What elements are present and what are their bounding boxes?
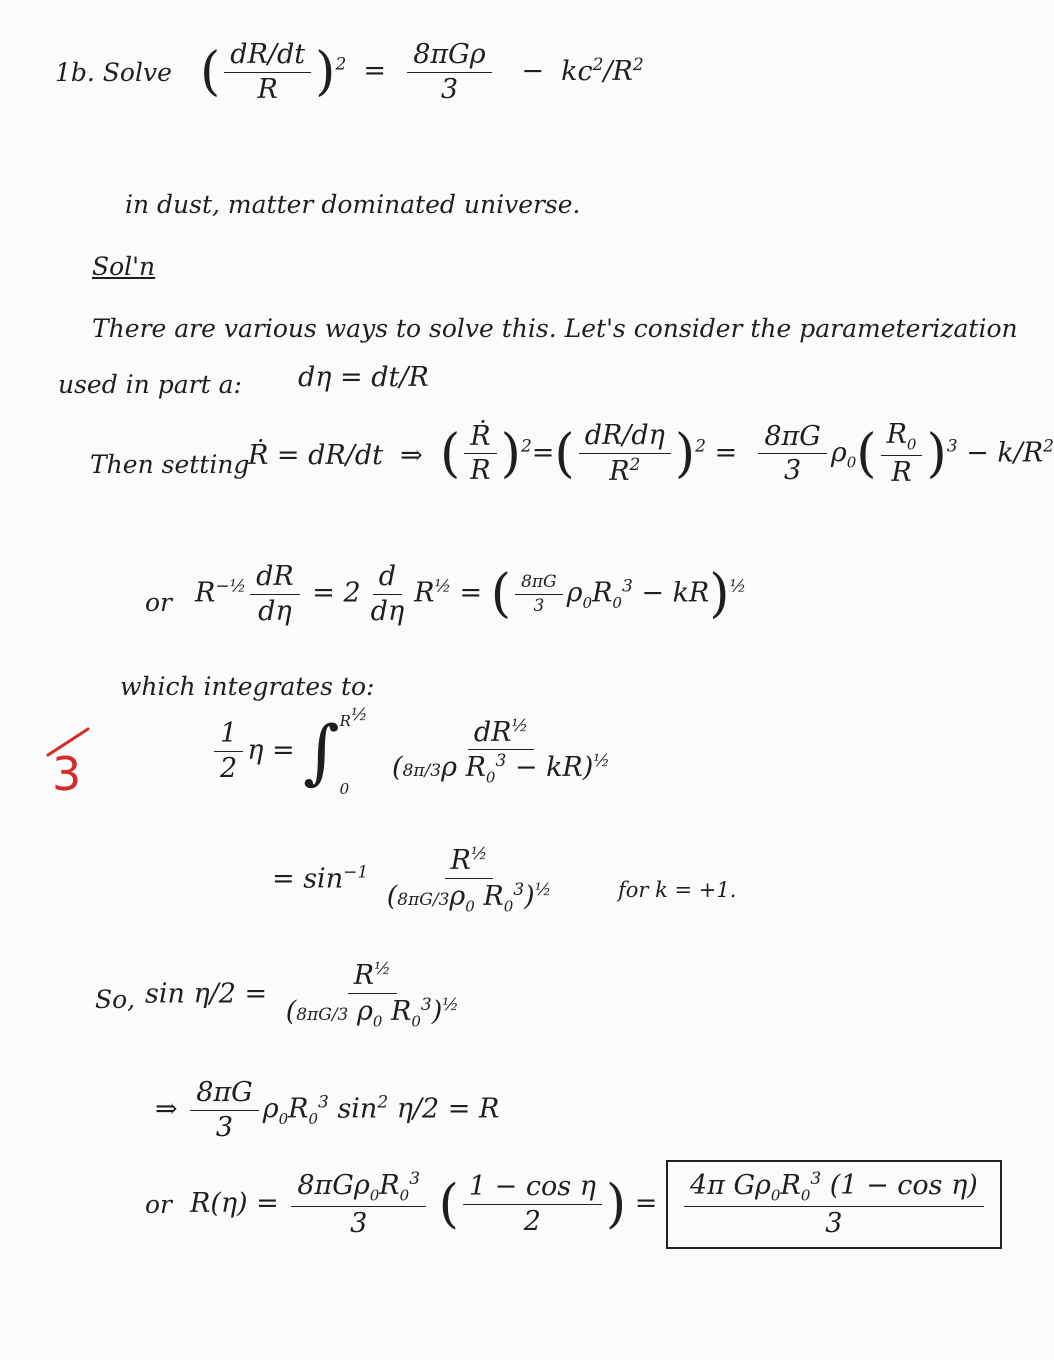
or-text-2: or: [145, 1190, 173, 1219]
equation-rdot: ( $\frac{\text{Ṙ}}{R}$ )$^2$=( $\frac{dR/d\eta}{R^2}$ )$^2$ = $\frac{8\pi G}{3}$ $\rho_0$( $\frac{R_0}{R}$ )$^3 - k/R^2$: [440, 419, 1054, 488]
equation-r-sin2: ⇒ $\frac{8\pi G}{3}$ $\rho_0R_0^3$ $\sin^2 \eta/2 = R$: [155, 1077, 500, 1143]
integrates-text: which integrates to:: [120, 672, 375, 701]
rdot-definition: Ṙ = dR/dt ⇒: [248, 440, 423, 471]
equation-final: R(η) = $\frac{8\pi G\rho_0R_0^3}{3}$ ( $\frac{\text{1 − cos η}}{2}$ ) = $\frac{4\pi G\rho_0R_0^3 (1 - \cos \eta)}{3}$: [190, 1160, 1002, 1249]
for-k-note: for k = +1.: [618, 878, 737, 902]
solution-heading: Sol'n: [92, 252, 156, 281]
intro-line-1: There are various ways to solve this. Let's consider the parameterization: [92, 314, 1018, 343]
grade-mark: [40, 725, 100, 805]
or-text-1: or: [145, 588, 173, 617]
setting-text: Then setting: [90, 450, 250, 479]
equation-integral: $\frac{1}{2}$ η = ∫ R½ 0 $\frac{dR^{\frac{1}{2}}}{(8\pi/3\rho R_0^3 - kR)^{\frac{1}{2}}}$: [210, 705, 620, 798]
friedmann-equation: ( $\frac{dR/dt}{R}$ )$^2$ = $\frac{\text{8πGρ}}{3}$ − $kc^2/R^2$: [200, 39, 644, 105]
equation-arcsin: = $\sin^{-1}$ $\frac{R^{\frac{1}{2}}}{(8\pi G/3\rho_0 R_0^3)^{\frac{1}{2}}}$: [272, 844, 552, 916]
intro-line-2: used in part a:: [58, 370, 242, 399]
grade-score: 3: [52, 747, 82, 801]
equation-derivative: $R^{-\frac{1}{2}}$ $\frac{dR}{d\eta}$ = 2 $\frac{d}{d\eta}$ $R^{\frac{1}{2}}$ = ( $\frac{8\pi G}{3}$ $\rho_0R_0^3 - kR)^{\frac{1}{2}}$: [195, 561, 747, 627]
so-text: So,: [95, 985, 136, 1014]
problem-context: in dust, matter dominated universe.: [125, 190, 581, 219]
parameterization-equation: dη = dt/R: [298, 362, 429, 393]
equation-sin: sin η/2 = $\frac{R^{\frac{1}{2}}}{(8\pi G/3 \rho_0 R_0^3)^{\frac{1}{2}}}$: [145, 959, 459, 1031]
problem-label: 1b. Solve: [55, 58, 172, 87]
final-answer-box: $\frac{4\pi G\rho_0R_0^3 (1 - \cos \eta)}{3}$: [666, 1160, 1002, 1249]
